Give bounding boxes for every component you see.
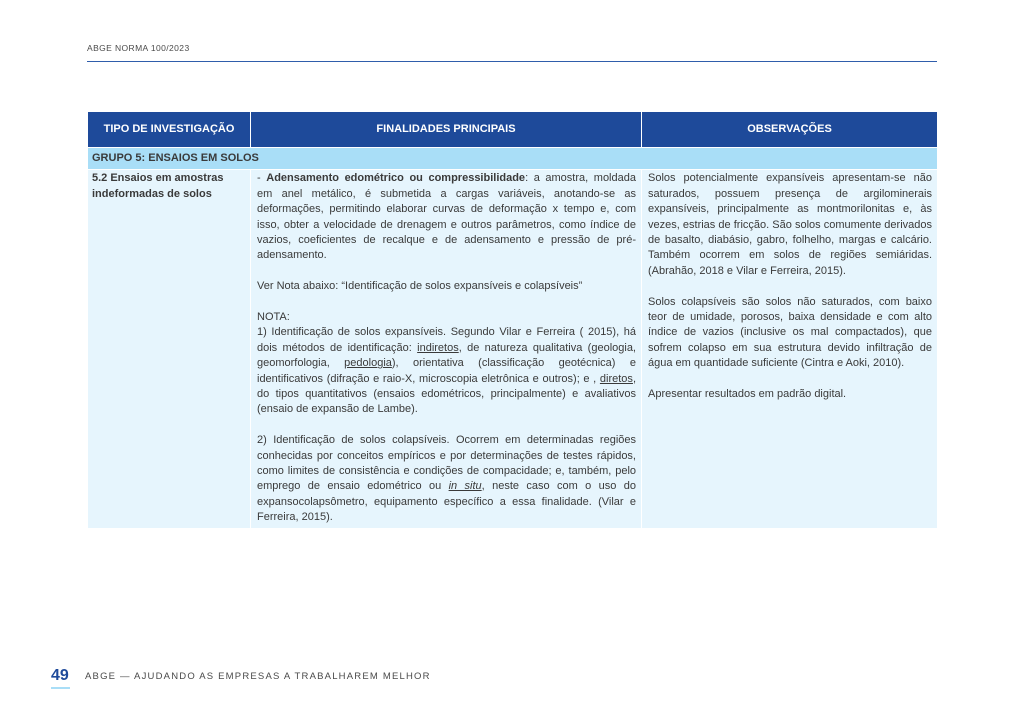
page-number: 49: [51, 667, 69, 684]
column-header-observacoes: OBSERVAÇÕES: [642, 112, 938, 148]
purposes-cell: [251, 170, 642, 528]
investigation-table: [87, 111, 938, 529]
group-row: [88, 148, 938, 170]
page-number-underline: [51, 687, 70, 689]
table-header-row: [88, 112, 938, 148]
note-text: , neste caso com o uso do expansocolapsômetro, equipamento específico a essa finalidade. (Vilar e Ferreira, 2015).: [257, 480, 636, 524]
table-row: [88, 170, 938, 528]
underlined-term-in-situ: in situ: [448, 480, 482, 493]
note-text: , de natureza qualitativa (geologia, geomorfologia,: [257, 341, 636, 370]
observations-cell: [642, 170, 938, 528]
purpose-paragraph-adensamento: [257, 171, 636, 263]
note-text: , do tipos quantitativos (ensaios edométricos, principalmente) e avaliativos (ensaio de expansão de Lambe).: [257, 372, 636, 416]
note-label: NOTA:: [257, 311, 290, 324]
column-header-finalidades: FINALIDADES PRINCIPAIS: [251, 112, 642, 148]
note-text: ), orientativa (classificação geotécnica) e identificativos (difração e raio-X, microscopia eletrônica e outros); e ,: [257, 357, 636, 385]
note-reference: Ver Nota abaixo: “Identificação de solos expansíveis e colapsíveis”: [257, 280, 583, 293]
running-header-title: ABGE NORMA 100/2023: [87, 43, 190, 53]
note-collapsible-soils: [257, 433, 636, 525]
purpose-term: Adensamento edométrico ou compressibilidade: [266, 172, 526, 185]
underlined-term-diretos: diretos: [599, 372, 633, 385]
underlined-term-pedologia: pedologia: [344, 357, 392, 370]
note-text: 1) Identificação de solos expansíveis. Segundo Vilar e Ferreira ( 2015), há dois métodos de identificação:: [257, 326, 636, 354]
group-title: GRUPO 5: ENSAIOS EM SOLOS: [88, 148, 938, 170]
observation-expansive: Solos potencialmente expansíveis apresentam-se não saturados, possuem presença de argilominerais expansíveis, principalmente as montmorilonitas e, às vezes, estrias de fricção. São solos comumente derivados de basalto, diabásio, gabro, folhelho, margas e calcário. Também ocorrem em solos de regiões semiáridas. (Abrahão, 2018 e Vilar e Ferreira, 2015).: [648, 172, 932, 277]
observation-collapsible: Solos colapsíveis são solos não saturados, com baixo teor de umidade, porosos, baixa densidade e com alto índice de vazios (inclusive os mal compactados), que sofrem colapso em sua estrutura devido infiltração de água em quantidade suficiente (Cintra e Aoki, 2010).: [648, 295, 932, 370]
underlined-term-indiretos: indiretos: [417, 341, 459, 354]
purpose-text: : a amostra, moldada em anel metálico, é submetida a cargas variáveis, anotando-se as deformações, permitindo elaborar curvas de deformação x tempo e, com isso, obter a velocidade de drenagem e outros parâmetros, como índice de vazios, coeficientes de recalque e de adensamento e pressão de pré-adensamento.: [257, 172, 636, 262]
column-header-tipo: TIPO DE INVESTIGAÇÃO: [88, 112, 251, 148]
observation-digital: Apresentar resultados em padrão digital.: [648, 388, 847, 401]
note-text: 2) Identificação de solos colapsíveis. Ocorrem em determinadas regiões conhecidas por conceitos empíricos e por determinações de testes rápidos, como limites de consistência e condições de compacidade; e, também, pelo emprego de ensaio edométrico ou: [257, 434, 636, 493]
footer-tagline: ABGE — AJUDANDO AS EMPRESAS A TRABALHAREM MELHOR: [85, 671, 431, 682]
header-divider: [87, 61, 937, 62]
bullet-dash: -: [257, 172, 267, 185]
investigation-type-cell: 5.2 Ensaios em amostras indeformadas de solos: [88, 170, 251, 528]
note-expansive-soils: [257, 325, 636, 417]
